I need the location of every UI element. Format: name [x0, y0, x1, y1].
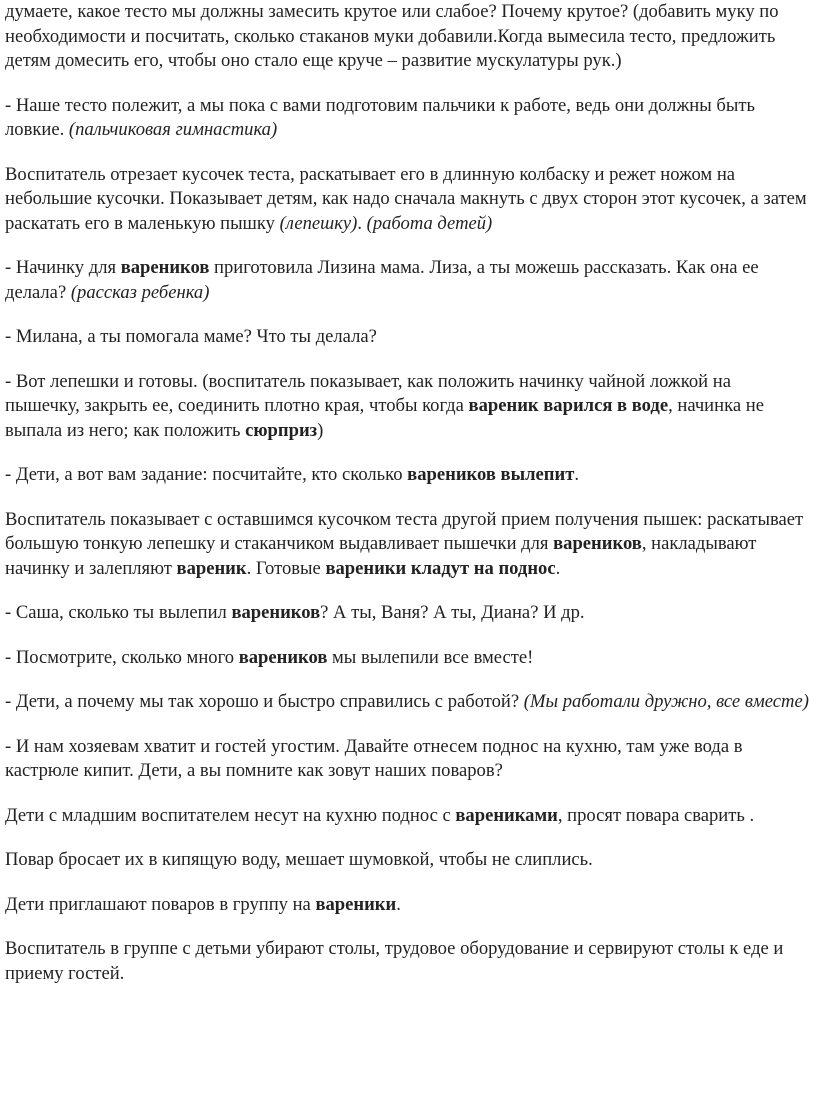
text-run: - Вот лепешки и готовы. (воспитатель показывает, как положить начинку чайной ложкой на пышечку, закрыть ее, соединить плотно края, чтобы когда	[5, 370, 731, 416]
paragraph	[5, 508, 810, 582]
text-run: .	[574, 464, 579, 485]
italic-note: (рассказ ребенка)	[70, 281, 210, 303]
paragraph	[5, 0, 810, 74]
paragraph	[5, 370, 810, 444]
bold-term: вареников	[553, 533, 642, 554]
text-run: Дети приглашают поваров в группу на	[5, 893, 316, 915]
italic-note: (пальчиковая гимнастика)	[68, 119, 278, 140]
paragraph	[5, 94, 810, 143]
paragraph	[5, 937, 810, 986]
paragraph	[5, 463, 810, 488]
text-run: приготовила Лизина мама. Лиза, а ты можешь рассказать. Как она ее делала?	[5, 257, 759, 303]
text-run: , накладывают начинку и залепляют	[5, 533, 757, 579]
italic-note: (работа детей)	[366, 212, 493, 234]
paragraph	[5, 163, 810, 237]
paragraph	[5, 893, 810, 918]
text-run: - Милана, а ты помогала маме? Что ты делала?	[5, 326, 377, 347]
text-run: Воспитатель показывает с оставшимся кусочком теста другой прием получения пышек: раскатывает большую тонкую лепешку и стаканчиком выдавливает пышечки для	[5, 508, 804, 554]
paragraph	[5, 601, 810, 626]
text-run: Воспитатель в группе с детьми убирают столы, трудовое оборудование и сервируют столы к еде и приему гостей.	[5, 938, 784, 984]
text-run: .	[396, 893, 401, 915]
paragraph	[5, 256, 810, 305]
text-run: - И нам хозяевам хватит и гостей угостим. Давайте отнесем поднос на кухню, там уже вода в кастрюле кипит. Дети, а вы помните как зовут наших поваров?	[5, 735, 743, 781]
text-run: - Посмотрите, сколько много	[5, 646, 239, 668]
text-run: - Дети, а почему мы так хорошо и быстро справились с работой?	[5, 691, 524, 712]
paragraph	[5, 646, 810, 671]
italic-note: (лепешку)	[279, 212, 358, 234]
text-run: , начинка не выпала из него; как положить	[5, 395, 764, 441]
text-run: - Начинку для	[5, 257, 121, 278]
text-run: мы вылепили все вместе!	[327, 646, 534, 668]
text-run: Повар бросает их в кипящую воду, мешает шумовкой, чтобы не слиплись.	[5, 849, 593, 870]
text-run: - Дети, а вот вам задание: посчитайте, кто сколько	[5, 464, 408, 485]
bold-term: сюрприз	[245, 419, 318, 441]
bold-term: вареник	[176, 557, 247, 579]
bold-term: вареники кладут на поднос	[325, 557, 556, 579]
bold-term: вареников вылепит	[407, 464, 575, 485]
paragraph	[5, 804, 810, 829]
text-run: Воспитатель отрезает кусочек теста, раскатывает его в длинную колбаску и режет ножом на небольшие кусочки. Показывает детям, как надо сначала макнуть с двух сторон этот кусочек, а затем раскатать его в маленькую пышку	[5, 163, 807, 234]
paragraph	[5, 735, 810, 784]
paragraph	[5, 325, 810, 350]
text-run: )	[317, 419, 324, 441]
text-run: - Саша, сколько ты вылепил	[5, 602, 232, 623]
paragraph	[5, 690, 810, 715]
italic-note: (Мы работали дружно, все вместе)	[523, 691, 809, 712]
bold-term: вареников	[120, 257, 210, 278]
text-run: ? А ты, Ваня? А ты, Диана? И др.	[320, 602, 585, 623]
text-run: , просят повара сварить .	[557, 804, 755, 826]
text-run: .	[357, 212, 367, 234]
bold-term: вареник варился в воде	[468, 395, 669, 416]
paragraph	[5, 848, 810, 873]
bold-term: вареников	[238, 646, 328, 668]
text-run: . Готовые	[246, 557, 326, 579]
bold-term: вареников	[231, 602, 321, 623]
text-run: - Наше тесто полежит, а мы пока с вами подготовим пальчики к работе, ведь они должны быть ловкие.	[5, 94, 755, 140]
text-run: Дети с младшим воспитателем несут на кухню поднос с	[5, 804, 456, 826]
text-run: .	[555, 557, 561, 579]
bold-term: вареники	[315, 893, 397, 915]
bold-term: варениками	[455, 804, 558, 826]
text-run: думаете, какое тесто мы должны замесить крутое или слабое? Почему крутое? (добавить муку по необходимости и посчитать, сколько стаканов муки добавили.Когда вымесила тесто, предложить детям домесить его, чтобы оно стало еще круче – развитие мускулатуры рук.)	[5, 1, 779, 71]
